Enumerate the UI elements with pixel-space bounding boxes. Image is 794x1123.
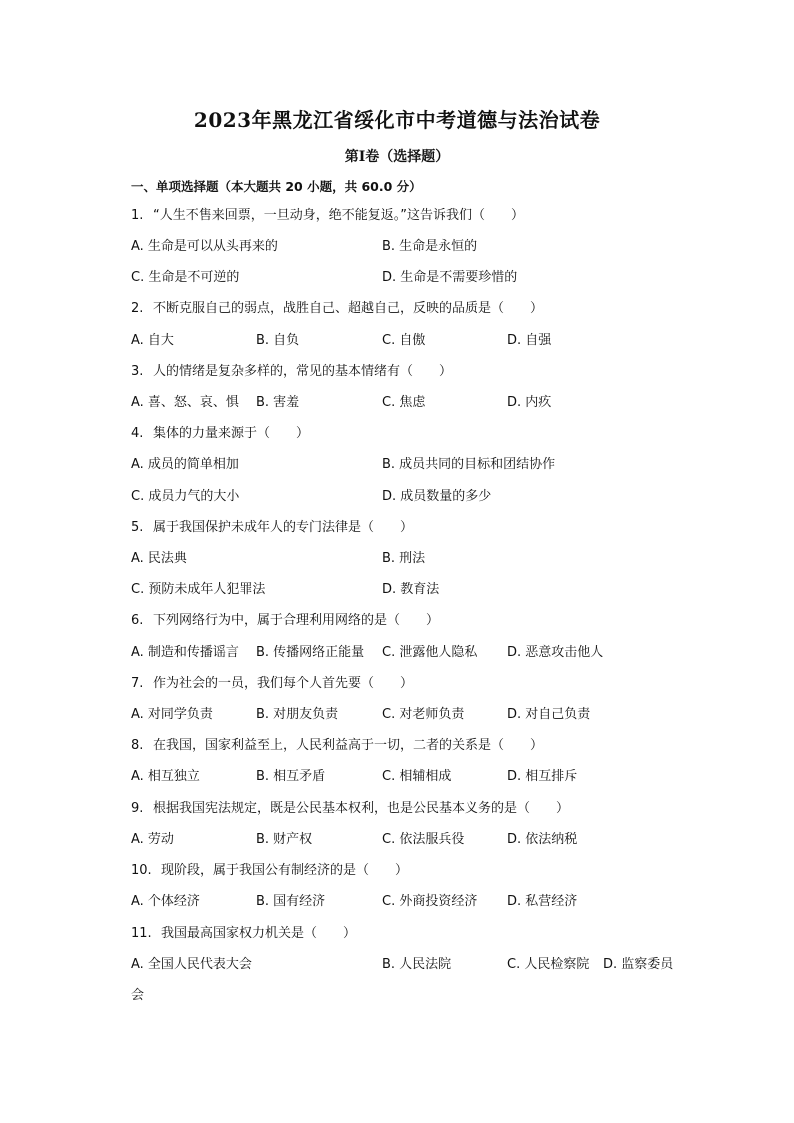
- question-stem: [131, 300, 543, 318]
- option-b[interactable]: B. 财产权: [256, 832, 313, 847]
- question-text: 在我国，国家利益至上，人民利益高于一切，二者的关系是（ ）: [153, 738, 544, 753]
- option-a[interactable]: A. 劳动: [131, 832, 174, 847]
- option-b[interactable]: B. 国有经济: [256, 894, 326, 909]
- option-c[interactable]: C. 人民检察院: [507, 957, 590, 972]
- option-a[interactable]: A. 对同学负责: [131, 707, 213, 722]
- option-d-continuation: 会: [131, 988, 145, 1003]
- option-d[interactable]: D. 私营经济: [507, 894, 578, 909]
- option-c[interactable]: C. 对老师负责: [382, 707, 465, 722]
- question-stem: [131, 925, 356, 943]
- option-c[interactable]: C. 外商投资经济: [382, 894, 478, 909]
- question-stem: [131, 519, 413, 537]
- question-number: 11.: [131, 926, 152, 941]
- option-a[interactable]: A. 制造和传播谣言: [131, 645, 239, 660]
- question-text: “人生不售来回票，一旦动身，绝不能复返。”这告诉我们（ ）: [153, 208, 524, 223]
- question-text: 属于我国保护未成年人的专门法律是（ ）: [153, 520, 414, 535]
- question-number: 7.: [131, 676, 144, 691]
- question-stem: [131, 612, 439, 630]
- option-d[interactable]: D. 相互排斥: [507, 769, 578, 784]
- option-b[interactable]: B. 刑法: [382, 551, 426, 566]
- option-b[interactable]: B. 生命是永恒的: [382, 239, 478, 254]
- question-stem: [131, 207, 524, 225]
- question-stem: [131, 675, 413, 693]
- option-a[interactable]: A. 生命是可以从头再来的: [131, 239, 278, 254]
- option-c[interactable]: C. 成员力气的大小: [131, 489, 240, 504]
- option-a[interactable]: A. 自大: [131, 333, 174, 348]
- option-d[interactable]: D. 监察委员: [603, 957, 674, 972]
- option-d[interactable]: D. 教育法: [382, 582, 440, 597]
- question-text: 下列网络行为中，属于合理利用网络的是（ ）: [153, 613, 440, 628]
- question-stem: [131, 862, 408, 880]
- part-subtitle: 第Ⅰ卷（选择题）: [344, 149, 450, 165]
- option-a[interactable]: A. 个体经济: [131, 894, 200, 909]
- section-header: 一、单项选择题（本大题共 20 小题，共 60.0 分）: [131, 179, 422, 194]
- exam-title: 2023年黑龙江省绥化市中考道德与法治试卷: [193, 108, 601, 132]
- option-c[interactable]: C. 相辅相成: [382, 769, 452, 784]
- question-number: 4.: [131, 426, 144, 441]
- question-number: 3.: [131, 364, 144, 379]
- question-number: 6.: [131, 613, 144, 628]
- question-text: 我国最高国家权力机关是（ ）: [161, 926, 357, 941]
- question-stem: [131, 737, 543, 755]
- question-text: 根据我国宪法规定，既是公民基本权利，也是公民基本义务的是（ ）: [153, 801, 570, 816]
- option-b[interactable]: B. 传播网络正能量: [256, 645, 365, 660]
- option-b[interactable]: B. 害羞: [256, 395, 300, 410]
- option-d[interactable]: D. 自强: [507, 333, 552, 348]
- question-number: 5.: [131, 520, 144, 535]
- question-number: 10.: [131, 863, 152, 878]
- question-number: 1.: [131, 208, 144, 223]
- question-text: 作为社会的一员，我们每个人首先要（ ）: [153, 676, 414, 691]
- option-a[interactable]: A. 相互独立: [131, 769, 200, 784]
- option-a[interactable]: A. 民法典: [131, 551, 187, 566]
- option-a[interactable]: A. 喜、怒、哀、惧: [131, 395, 239, 410]
- option-d[interactable]: D. 恶意攻击他人: [507, 645, 604, 660]
- option-c[interactable]: C. 泄露他人隐私: [382, 645, 478, 660]
- question-number: 9.: [131, 801, 144, 816]
- option-b[interactable]: B. 相互矛盾: [256, 769, 326, 784]
- option-d[interactable]: D. 依法纳税: [507, 832, 578, 847]
- option-d[interactable]: D. 生命是不需要珍惜的: [382, 270, 518, 285]
- option-a[interactable]: A. 成员的简单相加: [131, 457, 239, 472]
- option-c[interactable]: C. 依法服兵役: [382, 832, 465, 847]
- question-text: 现阶段，属于我国公有制经济的是（ ）: [161, 863, 409, 878]
- question-stem: [131, 425, 309, 443]
- option-b[interactable]: B. 自负: [256, 333, 300, 348]
- option-d[interactable]: D. 成员数量的多少: [382, 489, 492, 504]
- question-number: 2.: [131, 301, 144, 316]
- option-b[interactable]: B. 成员共同的目标和团结协作: [382, 457, 556, 472]
- question-text: 集体的力量来源于（ ）: [153, 426, 310, 441]
- question-stem: [131, 363, 452, 381]
- question-stem: [131, 800, 569, 818]
- option-c[interactable]: C. 自傲: [382, 333, 426, 348]
- option-a[interactable]: A. 全国人民代表大会: [131, 957, 252, 972]
- option-c[interactable]: C. 焦虑: [382, 395, 426, 410]
- option-b[interactable]: B. 人民法院: [382, 957, 452, 972]
- option-b[interactable]: B. 对朋友负责: [256, 707, 339, 722]
- option-c[interactable]: C. 预防未成年人犯罪法: [131, 582, 266, 597]
- option-d[interactable]: D. 内疚: [507, 395, 552, 410]
- option-c[interactable]: C. 生命是不可逆的: [131, 270, 240, 285]
- question-text: 不断克服自己的弱点，战胜自己、超越自己，反映的品质是（ ）: [153, 301, 544, 316]
- question-number: 8.: [131, 738, 144, 753]
- question-text: 人的情绪是复杂多样的，常见的基本情绪有（ ）: [153, 364, 453, 379]
- option-d[interactable]: D. 对自己负责: [507, 707, 591, 722]
